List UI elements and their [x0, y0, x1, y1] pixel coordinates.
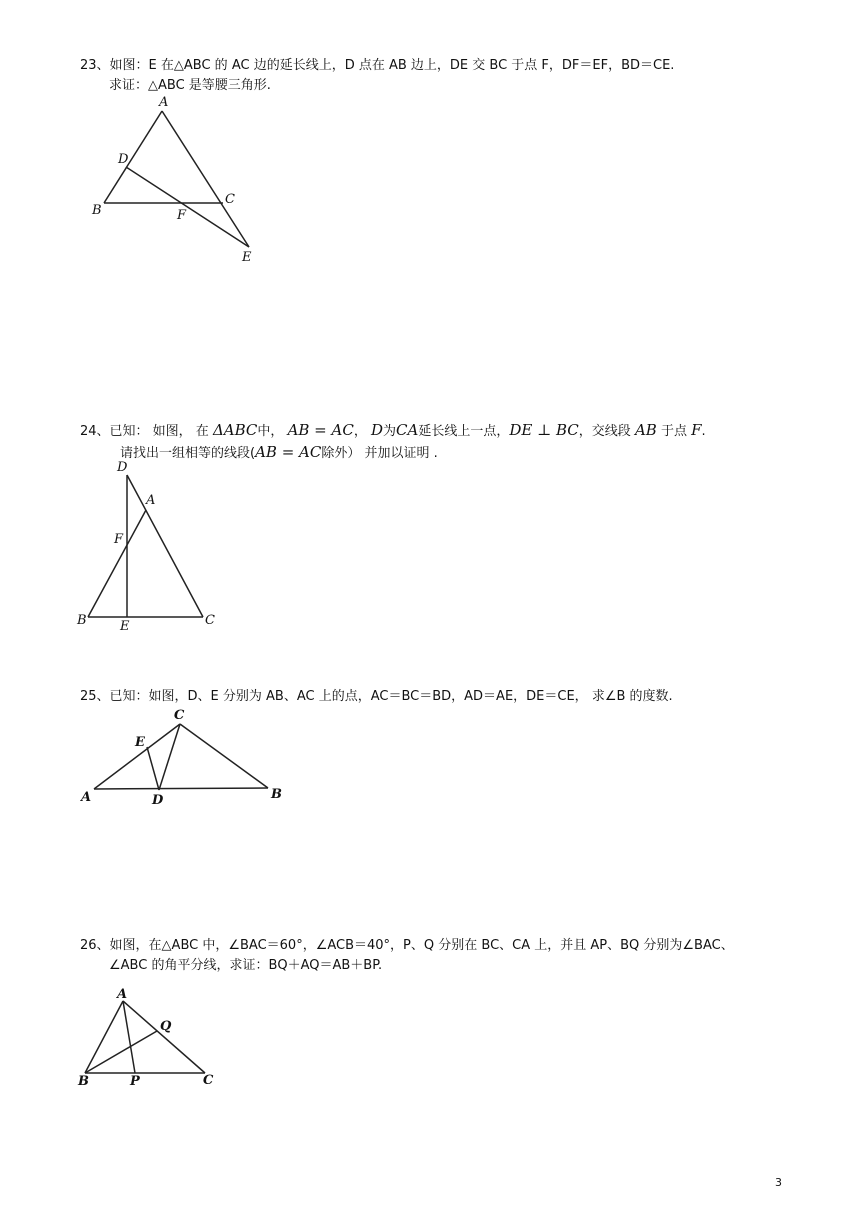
- segment-DC: [159, 724, 180, 790]
- segment-AC: [94, 724, 180, 789]
- label-E: E: [120, 619, 130, 634]
- problem-24-number: 24、: [80, 424, 110, 439]
- label-E: E: [135, 735, 145, 750]
- segment-CB: [180, 724, 268, 788]
- segment-AC: [123, 1001, 205, 1073]
- problem-23-figure: [85, 95, 265, 270]
- label-D: D: [117, 460, 128, 475]
- label-C: C: [203, 1073, 214, 1088]
- segment-AB: [104, 111, 162, 203]
- problem-25-text: 已知：如图，D、E 分别为 AB、AC 上的点，AC＝BC＝BD，AD＝AE，DE＝CE， 求∠B 的度数.: [109, 689, 673, 704]
- label-F: F: [114, 532, 124, 547]
- label-E: E: [242, 250, 252, 265]
- label-B: B: [77, 613, 87, 628]
- segment-ED: [147, 747, 159, 790]
- math-AB-eq-AC: AB = AC: [287, 421, 354, 439]
- label-A: A: [117, 987, 128, 1002]
- segment-DC: [127, 475, 203, 617]
- math-DE-perp-BC: DE ⊥ BC: [509, 421, 579, 439]
- label-F: F: [177, 208, 187, 223]
- page-number: 3: [775, 1176, 782, 1189]
- segment-AB: [94, 788, 268, 789]
- segment-BA: [88, 510, 146, 617]
- math-triangle-ABC: ΔABC: [212, 421, 258, 439]
- problem-23-statement: [80, 57, 674, 75]
- problem-24-goal: 请找出一组相等的线段(AB = AC除外） 并加以证明 .: [120, 443, 438, 461]
- label-B: B: [92, 203, 102, 218]
- problem-26-statement: [80, 937, 734, 955]
- label-C: C: [225, 192, 235, 207]
- problem-26-text: 如图，在△ABC 中，∠BAC＝60°，∠ACB＝40°，P、Q 分别在 BC、CA 上，并且 AP、BQ 分别为∠BAC、: [109, 938, 734, 953]
- label-Q: Q: [160, 1019, 172, 1034]
- label-D: D: [118, 152, 129, 167]
- problem-23-text: 如图：E 在△ABC 的 AC 边的延长线上，D 点在 AB 边上，DE 交 BC 于点 F，DF＝EF，BD＝CE.: [109, 58, 675, 73]
- problem-26-figure: [75, 985, 225, 1090]
- problem-24-statement: 24、已知： 如图， 在 ΔABC中， AB = AC， D为CA延长线上一点，DE ⊥ BC，交线段 AB 于点 F.: [80, 421, 706, 439]
- problem-26-number: 26、: [80, 938, 110, 953]
- label-P: P: [130, 1074, 140, 1089]
- problem-24-figure: [75, 460, 225, 635]
- segment-DE: [126, 167, 249, 247]
- segment-AE: [162, 111, 249, 247]
- label-A: A: [81, 790, 92, 805]
- label-A: A: [146, 493, 156, 508]
- problem-26-goal: ∠ABC 的角平分线，求证：BQ＋AQ＝AB＋BP.: [109, 958, 383, 973]
- problem-25-figure: [75, 702, 290, 807]
- problem-23-goal: 求证：△ABC 是等腰三角形.: [109, 78, 271, 93]
- problem-25-number: 25、: [80, 689, 110, 704]
- problem-23-number: 23、: [80, 58, 110, 73]
- label-C: C: [205, 613, 215, 628]
- label-C: C: [174, 708, 185, 723]
- label-B: B: [271, 787, 282, 802]
- label-B: B: [78, 1074, 89, 1089]
- segment-AP: [123, 1001, 135, 1073]
- label-A: A: [159, 95, 169, 110]
- label-D: D: [152, 793, 164, 808]
